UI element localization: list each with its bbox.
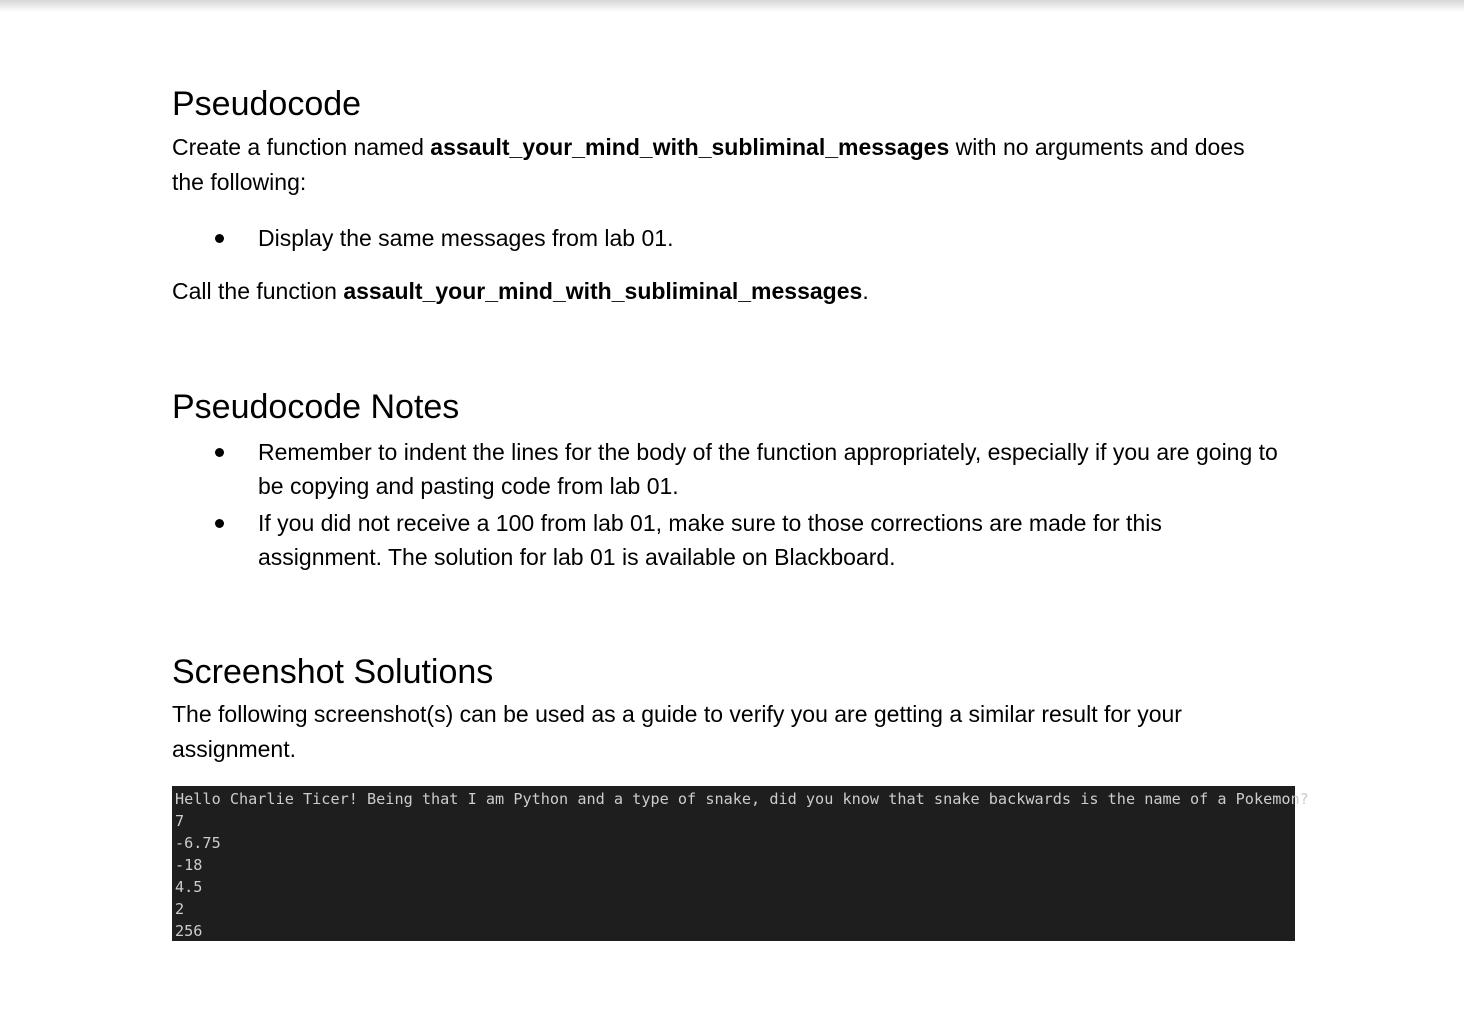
pseudocode-call-line bbox=[172, 274, 1282, 309]
page-top-shadow bbox=[0, 0, 1464, 12]
pseudocode-intro bbox=[172, 130, 1282, 200]
notes-bullet-text: If you did not receive a 100 from lab 01, make sure to those corrections are made for this assignment. The solution for lab 01 is available on Blackboard. bbox=[258, 510, 1162, 570]
bullet-icon bbox=[215, 234, 224, 243]
bullet-icon bbox=[215, 519, 224, 528]
pseudocode-bullet-text: Display the same messages from lab 01. bbox=[258, 225, 674, 251]
terminal-screenshot bbox=[172, 786, 1309, 941]
call-function-name: assault_your_mind_with_subliminal_messages bbox=[343, 278, 863, 304]
terminal-line: 256 bbox=[175, 922, 203, 940]
terminal-line: Hello Charlie Ticer! Being that I am Python and a type of snake, did you know that snake backwards is the name of a Pokemon? bbox=[175, 790, 1309, 808]
terminal-line: -18 bbox=[175, 856, 203, 874]
pseudocode-function-name: assault_your_mind_with_subliminal_messages bbox=[430, 134, 950, 160]
notes-bullet-text: Remember to indent the lines for the body of the function appropriately, especially if you are going to be copying and pasting code from lab 01. bbox=[258, 439, 1278, 499]
call-prefix: Call the function bbox=[172, 278, 344, 304]
screenshots-intro: The following screenshot(s) can be used as a guide to verify you are getting a similar result for your assignment. bbox=[172, 701, 1182, 762]
terminal-line: 7 bbox=[175, 812, 185, 830]
notes-heading: Pseudocode Notes bbox=[172, 388, 460, 426]
pseudocode-intro-prefix: Create a function named bbox=[172, 134, 431, 160]
terminal-line: -6.75 bbox=[175, 834, 221, 852]
terminal-line: 2 bbox=[175, 900, 185, 918]
call-suffix: . bbox=[862, 278, 869, 304]
pseudocode-intro-suffix: with no arguments and does the following: bbox=[172, 134, 1245, 195]
bullet-icon bbox=[215, 448, 224, 457]
pseudocode-heading: Pseudocode bbox=[172, 85, 362, 123]
terminal-line: 4.5 bbox=[175, 878, 203, 896]
screenshots-heading: Screenshot Solutions bbox=[172, 653, 494, 691]
